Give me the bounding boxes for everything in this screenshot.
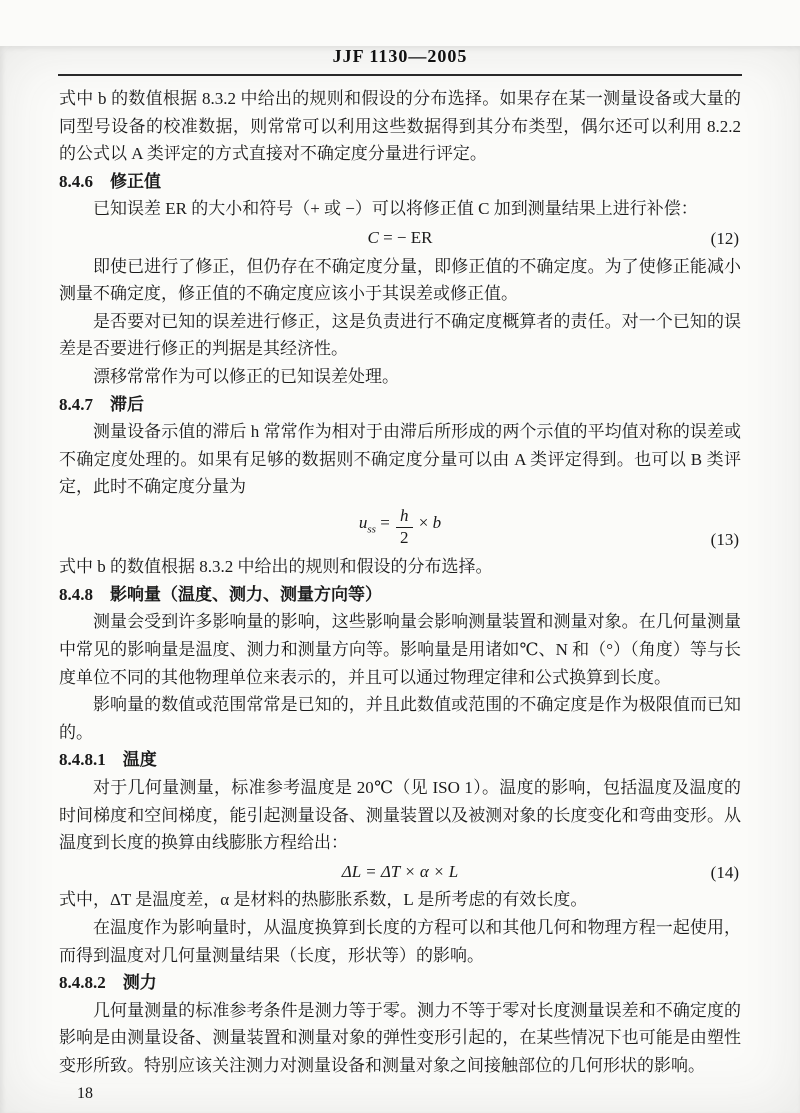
paragraph-temperature-3: 在温度作为影响量时，从温度换算到长度的方程可以和其他几何和物理方程一起使用，而得到温度对几何量测量结果（长度，形状等）的影响。	[59, 918, 741, 965]
section-heading-8-4-7: 8.4.7 滞后	[59, 394, 144, 414]
section-heading-8-4-8-2: 8.4.8.2 测力	[59, 973, 157, 993]
eq13-denominator: 2	[400, 527, 409, 547]
eq12-variable: C	[367, 227, 379, 247]
paragraph-correction-2: 即使已进行了修正，但仍存在不确定度分量，即修正值的不确定度。为了使修正能减小测量不确定度，修正值的不确定度应该小于其误差或修正值。	[59, 256, 741, 304]
paragraph-drift: 漂移常常作为可以修正的已知误差处理。	[93, 366, 399, 386]
paragraph-correction-intro: 已知误差 ER 的大小和符号（+ 或 −）可以将修正值 C 加到测量结果上进行补偿：	[93, 199, 698, 219]
document-body	[59, 85, 741, 1107]
equation-13-number: (13)	[710, 529, 739, 549]
eq13-times: ×	[414, 513, 433, 533]
equation-13	[59, 501, 741, 553]
document-header	[0, 46, 800, 76]
equation-14-number: (14)	[710, 862, 739, 882]
header-rule	[58, 74, 742, 76]
section-heading-8-4-8: 8.4.8 影响量（温度、测力、测量方向等）	[59, 584, 382, 604]
paragraph-correction-3: 是否要对已知的误差进行修正，这是负责进行不确定度概算者的责任。对一个已知的误差是否要进行修正的判据是其经济性。	[59, 311, 741, 359]
eq13-lhs: u	[358, 513, 368, 533]
paragraph-influence-1: 测量会受到许多影响量的影响，这些影响量会影响测量装置和测量对象。在几何量测量中常见的影响量是温度、测力和测量方向等。影响量是用诸如℃、N 和（°）（角度）等与长度单位不同的其他物理单位来表示的，并且可以通过物理定律和公式换算到长度。	[59, 612, 741, 687]
paragraph-temperature-1: 对于几何量测量，标准参考温度是 20℃（见 ISO 1）。温度的影响，包括温度及温度的时间梯度和空间梯度，能引起测量设备、测量装置以及被测对象的长度变化和弯曲变形。从温度到长度的换算由线膨胀方程给出：	[59, 778, 741, 853]
eq13-variable-b: b	[432, 513, 442, 533]
paragraph-influence-2: 影响量的数值或范围常常是已知的，并且此数值或范围的不确定度是作为极限值而已知的。	[59, 695, 741, 742]
paragraph-measuring-force: 几何量测量的标准参考条件是测力等于零。测力不等于零对长度测量误差和不确定度的影响是由测量设备、测量装置和测量对象的弹性变形引起的，在某些情况下也可能是由塑性变形所致。特别应该关注测力对测量设备和测量对象之间接触部位的几何形状的影响。	[59, 1000, 741, 1075]
paragraph-temperature-2: 式中，ΔT 是温度差，α 是材料的热膨胀系数，L 是所考虑的有效长度。	[59, 890, 588, 910]
section-heading-8-4-6: 8.4.6 修正值	[59, 171, 161, 191]
page-number: 18	[77, 1084, 93, 1102]
eq13-equals: =	[375, 513, 395, 533]
equation-12-number: (12)	[710, 228, 739, 248]
equation-12-expression	[368, 228, 433, 247]
scanned-document-page	[0, 46, 800, 1113]
equation-14-expression: ΔL = ΔT × α × L	[341, 861, 459, 881]
eq13-numerator: h	[396, 507, 413, 528]
section-heading-8-4-8-1: 8.4.8.1 温度	[59, 750, 157, 770]
document-code: JJF 1130—2005	[332, 46, 468, 66]
equation-12	[59, 223, 741, 253]
eq13-fraction	[396, 507, 413, 547]
eq12-rest: = − ER	[378, 227, 433, 247]
eq13-subscript: ss	[367, 523, 376, 536]
paragraph-hysteresis: 测量设备示值的滞后 h 常常作为相对于由滞后所形成的两个示值的平均值对称的误差或不确定度处理的。如果有足够的数据则不确定度分量可以由 A 类评定得到。也可以 B 类评定，此时不确定度分量为	[59, 422, 741, 497]
paragraph-after-eq13: 式中 b 的数值根据 8.3.2 中给出的规则和假设的分布选择。	[59, 557, 493, 577]
equation-13-expression	[358, 505, 442, 547]
paragraph-intro-continuation: 式中 b 的数值根据 8.3.2 中给出的规则和假设的分布选择。如果存在某一测量设备或大量的同型号设备的校准数据，则常常可以利用这些数据得到其分布类型，偶尔还可以利用 8.2.2 的公式以 A 类评定的方式直接对不确定度分量进行评定。	[59, 89, 741, 164]
equation-14	[59, 857, 741, 887]
